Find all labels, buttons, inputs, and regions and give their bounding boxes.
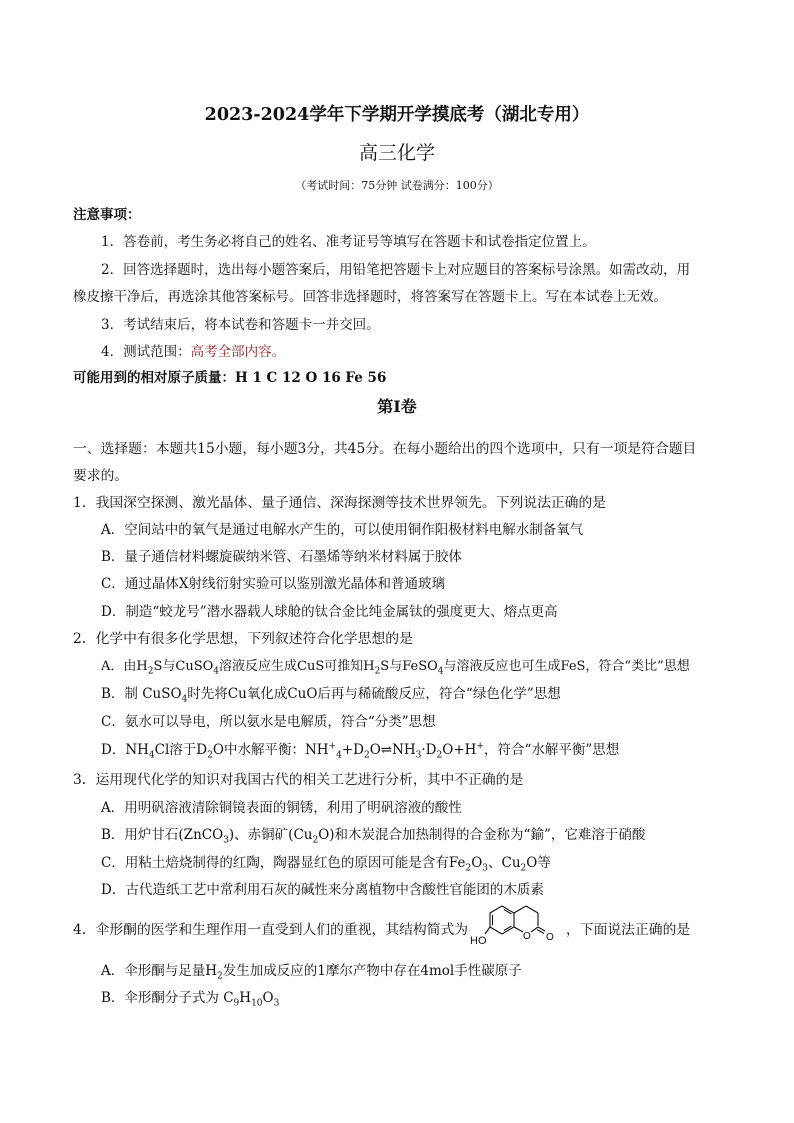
question-3-option-d: D．古代造纸工艺中常利用石灰的碱性来分离植物中含酸性官能团的木质素: [101, 882, 544, 898]
question-2-option-c: C．氨水可以导电，所以氨水是电解质，符合“分类”思想: [101, 714, 436, 730]
test-scope: 高考全部内容。: [190, 344, 286, 360]
mol-label-carbonyl-o: O: [546, 932, 554, 943]
question-4-option-b: B．伞形酮分子式为 $C_9H_{10}O_3$: [101, 990, 280, 1009]
question-3-option-a: A．用明矾溶液清除铜镜表面的铜锈，利用了明矾溶液的酸性: [101, 800, 462, 816]
question-1-option-c: C．通过晶体X射线衍射实验可以鉴别激光晶体和普通玻璃: [101, 576, 445, 592]
notice-item-2-cont: 橡皮擦干净后，再选涂其他答案标号。回答非选择题时，将答案写在答题卡上。写在本试卷上无效。: [73, 289, 667, 305]
question-4-stem-after: ，下面说法正确的是: [566, 922, 691, 938]
umbelliferone-structure-diagram: [470, 896, 560, 950]
question-4-stem-before: 4．伞形酮的医学和生理作用一直受到人们的重视，其结构简式为: [73, 922, 469, 938]
question-3-option-b: B．用炉甘石(ZnCO$_3$)、赤铜矿$(Cu_2O)$和木炭混合加热制得的合金称为“鍮”，它难溶于硝酸: [101, 827, 646, 846]
question-4-option-a: A．伞形酮与足量$H_2$发生加成反应的1摩尔产物中存在4mol手性碳原子: [101, 963, 522, 982]
atomic-mass-line: 可能用到的相对原子质量：H 1 C 12 O 16 Fe 56: [73, 370, 387, 386]
question-1-option-b: B．量子通信材料螺旋碳纳米管、石墨烯等纳米材料属于胶体: [101, 549, 462, 565]
question-1-option-d: D．制造“蛟龙号”潜水器载人球舱的钛合金比纯金属钛的强度更大、熔点更高: [101, 604, 558, 620]
subject-title: 高三化学: [358, 142, 435, 164]
section-intro-line-2: 要求的。: [73, 468, 129, 484]
notice-item-2: 2．回答选择题时，选出每小题答案后，用铅笔把答题卡上对应题目的答案标号涂黑。如需改动，用: [101, 262, 691, 278]
question-3-stem: 3．运用现代化学的知识对我国古代的相关工艺进行分析，其中不正确的是: [73, 772, 524, 788]
notice-item-4-prefix: 4．测试范围：: [101, 344, 191, 360]
question-2-option-b: B．制 CuSO$_4$时先将Cu氧化成CuO后再与稀硫酸反应，符合“绿色化学”思想: [101, 686, 561, 705]
question-3-option-c: C．用粘土焙烧制得的红陶，陶器显红色的原因可能是含有$Fe_2O_3$、$Cu_2O$等: [101, 855, 551, 874]
question-2-option-a: A．由$H_2S$与CuSO$_4$溶液反应生成CuS可推知$H_2S$与FeSO$_4$与溶液反应也可生成FeS，符合“类比”思想: [101, 659, 690, 677]
notice-item-1: 1．答卷前，考生务必将自己的姓名、准考证号等填写在答题卡和试卷指定位置上。: [101, 234, 596, 250]
question-2-stem: 2．化学中有很多化学思想，下列叙述符合化学思想的是: [73, 631, 413, 647]
notice-item-3: 3．考试结束后，将本试卷和答题卡一并交回。: [101, 317, 380, 333]
notice-heading: 注意事项：: [73, 207, 141, 223]
exam-title: 2023-2024学年下学期开学摸底考（湖北专用）: [204, 105, 590, 125]
question-1-option-a: A．空间站中的氧气是通过电解水产生的，可以使用铜作阳极材料电解水制备氧气: [101, 522, 584, 538]
exam-time-info: （考试时间：75分钟 试卷满分：100分）: [295, 179, 499, 192]
section-intro-line-1: 一、选择题：本题共15小题，每小题3分，共45分。在每小题给出的四个选项中，只有一项是符合题目: [73, 441, 697, 457]
mol-label-ring-o: O: [523, 931, 531, 942]
section-title: 第Ⅰ卷: [377, 397, 417, 416]
question-1-stem: 1．我国深空探测、激光晶体、量子通信、深海探测等技术世界领先。下列说法正确的是: [73, 495, 607, 511]
mol-label-ho: HO: [470, 935, 487, 947]
question-2-option-d: D．$NH_4Cl$溶于$D_2O$中水解平衡：$NH^+_4+D_2O\rightleftharpoons NH_3\cdot D_2O+H^+$，符合“水解平衡”思想: [101, 741, 620, 761]
notice-item-4: [101, 340, 285, 360]
